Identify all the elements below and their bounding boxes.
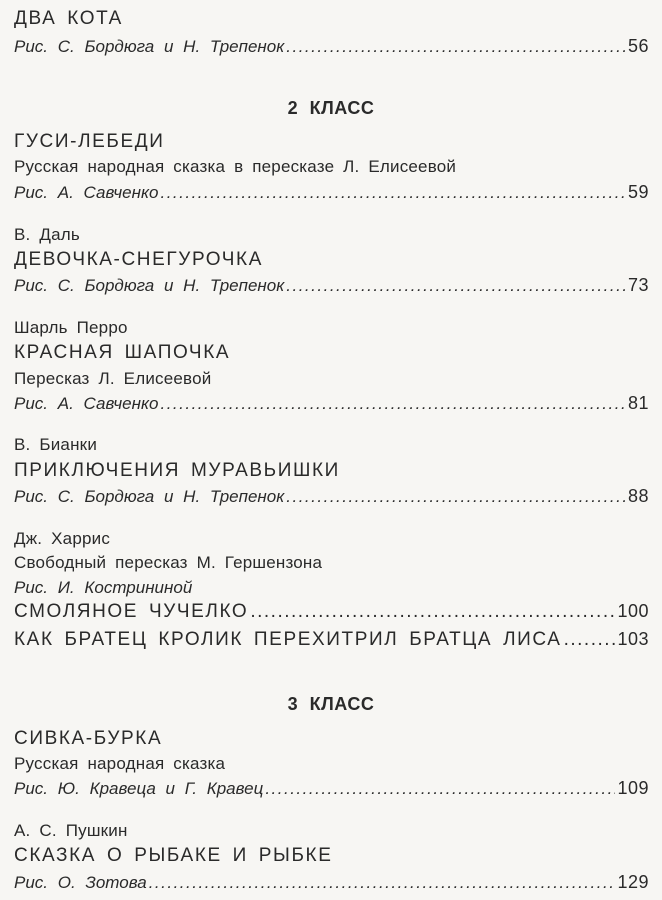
toc-title-krasnaya-shapochka: КРАСНАЯ ШАПОЧКА [14,342,231,363]
page-number: 56 [627,36,649,56]
toc-author: А. С. Пушкин [14,821,128,840]
leader-dots [160,183,626,203]
page-number: 100 [617,601,649,621]
leader-dots [564,629,616,651]
leader-dots [286,487,626,507]
leader-dots [265,779,615,799]
leader-dots [286,37,626,57]
toc-title: СМОЛЯНОЕ ЧУЧЕЛКО [14,601,249,622]
leader-dots [250,601,615,623]
toc-subtitle: Свободный пересказ М. Гершензона [14,553,323,572]
illustrator-credit: Рис. С. Бордюга и Н. Трепенок [14,37,285,56]
page-number: 88 [627,486,649,506]
illustrator-credit: Рис. И. Кострининой [14,578,193,597]
page-number: 73 [627,275,649,295]
toc-title-snegurochka: ДЕВОЧКА-СНЕГУРОЧКА [14,249,263,270]
toc-title: КАК БРАТЕЦ КРОЛИК ПЕРЕХИТРИЛ БРАТЦА ЛИСА [14,629,562,650]
leader-dots [286,276,626,296]
page-number: 129 [617,872,649,892]
toc-author: В. Даль [14,225,80,244]
toc-entry-bratets-krolik[interactable] [14,629,649,651]
toc-subtitle: Русская народная сказка в пересказе Л. Елисеевой [14,157,457,176]
page-number: 109 [617,778,649,798]
toc-author: Дж. Харрис [14,529,111,548]
toc-entry-dva-kota[interactable] [14,36,649,57]
section-heading-grade-2: 2 КЛАСС [287,98,375,118]
toc-subtitle: Русская народная сказка [14,754,226,773]
toc-title-dva-kota: ДВА КОТА [14,8,123,29]
illustrator-credit: Рис. А. Савченко [14,183,159,202]
illustrator-credit: Рис. О. Зотова [14,873,147,892]
leader-dots [149,873,616,893]
page-number: 59 [627,182,649,202]
toc-entry-smolyanoe-chuchelko[interactable] [14,601,649,623]
toc-title-rybak: СКАЗКА О РЫБАКЕ И РЫБКЕ [14,845,333,866]
toc-entry-rybak[interactable] [14,872,649,893]
illustrator-credit: Рис. С. Бордюга и Н. Трепенок [14,487,285,506]
leader-dots [160,394,626,414]
toc-entry-muravishka[interactable] [14,486,649,507]
toc-entry-gusi-lebedi[interactable] [14,182,649,203]
toc-title-muravishka: ПРИКЛЮЧЕНИЯ МУРАВЬИШКИ [14,460,340,481]
toc-author: В. Бианки [14,435,98,454]
toc-entry-sivka-burka[interactable] [14,778,649,799]
toc-subtitle: Пересказ Л. Елисеевой [14,369,212,388]
toc-author: Шарль Перро [14,318,128,337]
toc-title-gusi-lebedi: ГУСИ-ЛЕБЕДИ [14,131,165,152]
toc-entry-snegurochka[interactable] [14,275,649,296]
section-heading-grade-3: 3 КЛАСС [287,694,375,714]
illustrator-credit: Рис. А. Савченко [14,394,159,413]
page-number: 81 [627,393,649,413]
toc-entry-krasnaya-shapochka[interactable] [14,393,649,414]
illustrator-credit: Рис. С. Бордюга и Н. Трепенок [14,276,285,295]
page-number: 103 [617,629,649,649]
toc-title-sivka-burka: СИВКА-БУРКА [14,728,163,749]
illustrator-credit: Рис. Ю. Кравеца и Г. Кравец [14,779,264,798]
